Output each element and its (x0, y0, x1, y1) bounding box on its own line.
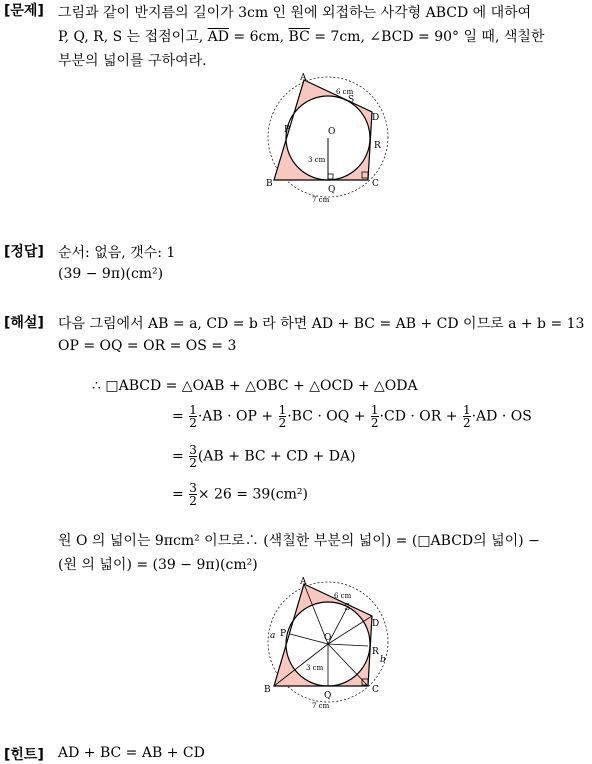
label-top-len: 6 cm (336, 88, 354, 96)
equation-1: ∴ □ABCD = △OAB + △OBC + △OCD + △ODA (92, 378, 418, 394)
hint-text: AD + BC = AB + CD (58, 745, 205, 761)
figure-1 (262, 72, 392, 208)
label2-a: a (270, 631, 276, 641)
figure-2 (262, 576, 392, 714)
label2-radius: 3 cm (306, 664, 324, 672)
label-bottom-len: 7 cm (312, 196, 330, 204)
solution-line-2: OP = OQ = OR = OS = 3 (58, 338, 237, 354)
solution-line-1: 다음 그림에서 AB = a, CD = b 라 하면 AD + BC = AB + CD 이므로 a + b = 13 (58, 316, 585, 332)
label-A: A (300, 73, 307, 83)
equation-4: = $\frac{3}{2}$ × 26 = 39(cm²) (172, 481, 308, 508)
problem-line-1: 그림과 같이 반지름의 길이가 3cm 인 원에 외접하는 사각형 ABCD 에 대하여 (58, 5, 532, 21)
conclusion-line-1: 원 O 의 넓이는 9πcm² 이므로∴ (색칠한 부분의 넓이) = (□ABCD의 넓이) − (58, 533, 540, 549)
label-Q: Q (328, 185, 336, 195)
label2-D: D (372, 619, 380, 629)
conclusion-line-2: (원 의 넓이) = (39 − 9π)(cm²) (58, 557, 258, 573)
problem-line-2: P, Q, R, S 는 접점이고, $\overline{AD} = 6cm$, $\overline{BC} = 7cm$, ∠BCD = 90° 일 때, 색칠한 (58, 29, 545, 45)
label2-B: B (264, 685, 271, 695)
label2-Q: Q (324, 691, 332, 701)
solution-label: [해설] (4, 315, 44, 331)
equation-2: = $\frac{1}{2}$ ·AB · OP + $\frac{1}{2}$ ·BC · OQ + $\frac{1}{2}$ ·CD · OR + $\frac{1}{2}$ ·AD · OS (172, 403, 532, 430)
label2-b: b (380, 655, 386, 665)
label2-O: O (324, 633, 332, 643)
problem-label: [문제] (4, 3, 44, 19)
label2-S: S (344, 603, 351, 613)
equation-3: = $\frac{3}{2}$ (AB + BC + CD + DA) (172, 443, 356, 470)
hint-label: [힌트] (4, 747, 44, 763)
answer-label: [정답] (4, 244, 44, 260)
label2-P: P (280, 629, 287, 639)
label-D: D (372, 113, 380, 123)
label-R: R (374, 141, 381, 151)
label2-C: C (372, 685, 379, 695)
label2-top-len: 6 cm (334, 592, 352, 600)
label-O: O (328, 127, 336, 137)
label2-R: R (372, 647, 379, 657)
label-C: C (372, 179, 379, 189)
problem-line-3: 부분의 넓이를 구하여라. (58, 53, 207, 69)
label-P: P (284, 125, 291, 135)
label-radius: 3 cm (308, 156, 326, 164)
label2-A: A (300, 577, 307, 587)
answer-line-1: 순서: 없음, 갯수: 1 (58, 245, 176, 261)
label2-bottom-len: 7 cm (312, 702, 330, 710)
label-S: S (348, 95, 355, 105)
label-B: B (266, 179, 273, 189)
answer-line-2: (39 − 9π)(cm²) (58, 266, 164, 282)
